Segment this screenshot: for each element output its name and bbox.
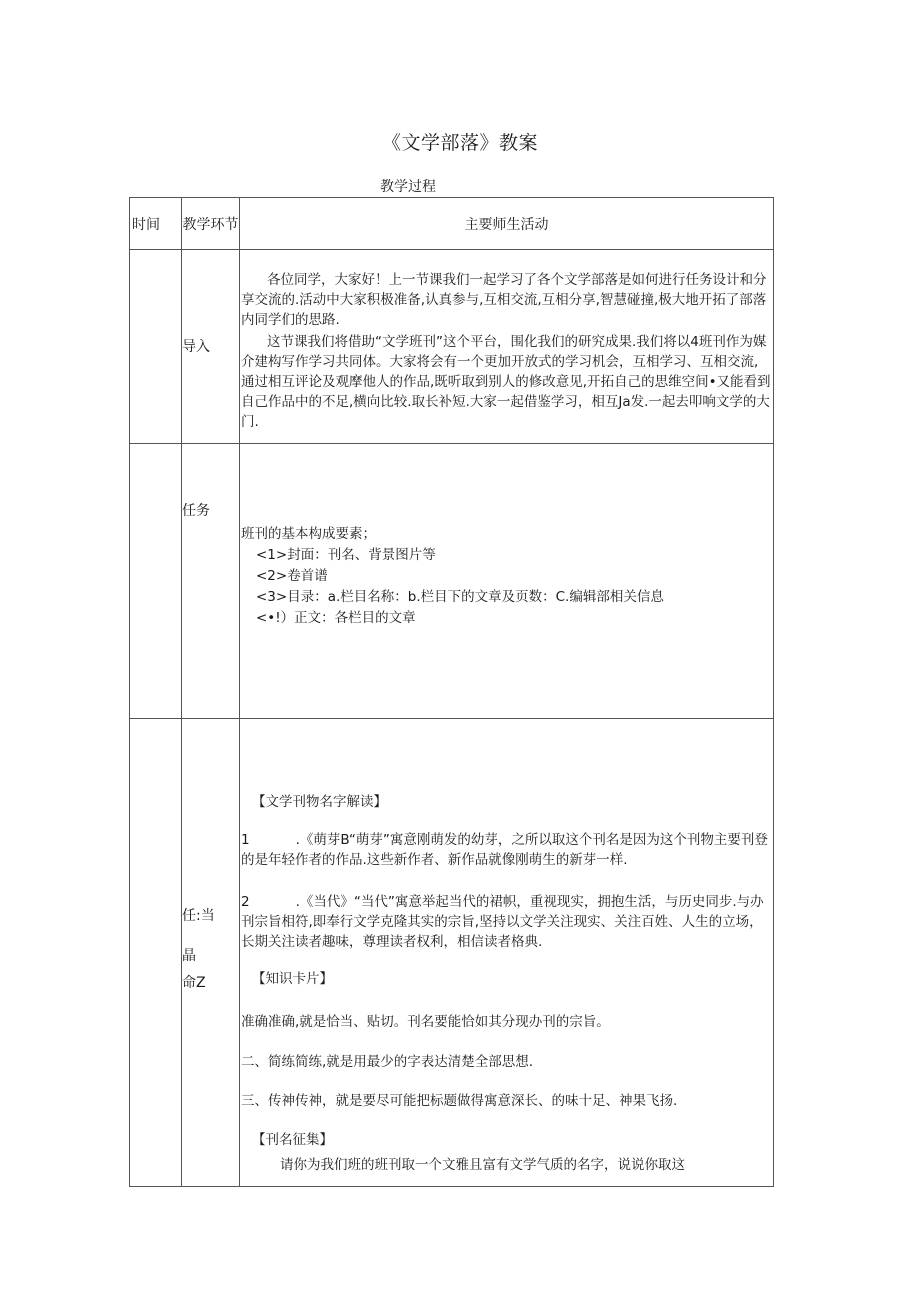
knowledge-point: 准确准确,就是恰当、贴切。刊名要能恰如其分现办刊的宗旨。: [241, 1014, 610, 1030]
list-item: [241, 830, 771, 870]
time-cell: [130, 719, 182, 1187]
lesson-table: [129, 197, 774, 1187]
stage-cell: [182, 250, 240, 444]
item-text: .《萌芽B“萌芽”寓意刚萌发的幼芽，之所以取这个刊名是因为这个刊物主要刊登的是年轻作者的作品.这些新作者、新作品就像刚萌生的新芽一样.: [241, 832, 768, 868]
item-number: 1: [241, 832, 250, 848]
stage-label-line: 任:当: [182, 908, 215, 924]
stage-label: 导入: [182, 339, 210, 355]
stage-cell: [182, 719, 240, 1187]
document-title: 《文学部落》教案: [381, 132, 538, 154]
list-item: <3>目录：a.栏目名称：b.栏目下的文章及页数：C.编辑部相关信息: [256, 589, 664, 605]
header-stage: 教学环节: [182, 198, 240, 250]
knowledge-point: 二、简练简练,就是用最少的字表达清楚全部思想.: [241, 1054, 534, 1070]
list-item: <2>卷首谱: [256, 568, 328, 584]
stage-label: 任务: [182, 503, 210, 519]
item-text: .《当代》“当代”寓意举起当代的裙帜，重视现实，拥抱生活，与历史同步.与办刊宗旨相符,即奉行文学克隆其实的宗旨,坚持以文学关注现实、关注百姓、人生的立场，长期关注读者趣味，尊理读者权利，相信读者格典.: [241, 894, 764, 950]
item-number: 2: [241, 894, 250, 910]
section-heading: 【知识卡片】: [252, 971, 333, 987]
table-header-row: [130, 198, 774, 250]
stage-label-line: 晶: [182, 948, 196, 964]
paragraph: 请你为我们班的班刊取一个文雅且富有文学气质的名字，说说你取这: [280, 1157, 685, 1173]
section-heading: 【刊名征集】: [252, 1132, 333, 1148]
header-time: 时间: [130, 198, 182, 250]
activity-cell: [240, 444, 774, 719]
time-cell: [130, 444, 182, 719]
list-item: <1>封面：刊名、背景图片等: [256, 547, 436, 563]
knowledge-point: 三、传神传神，就是要尽可能把标题做得寓意深长、的味十足、神果飞扬.: [241, 1093, 678, 1109]
section-heading: 【文学刊物名字解读】: [252, 794, 387, 810]
header-activity: 主要师生活动: [240, 198, 774, 250]
activity-cell: [240, 250, 774, 444]
table-row: [130, 444, 774, 719]
section-subtitle: 教学过程: [380, 179, 436, 195]
activity-cell: [240, 719, 774, 1187]
table-row: [130, 719, 774, 1187]
table-row: [130, 250, 774, 444]
stage-cell: [182, 444, 240, 719]
time-cell: [130, 250, 182, 444]
list-item: 班刊的基本构成要素；: [241, 526, 376, 542]
stage-label-line: 命Z: [182, 975, 206, 991]
paragraph: 这节课我们将借助“文学班刊”这个平台，围化我们的研究成果.我们将以4班刊作为媒介建构写作学习共同体。大家将会有一个更加开放式的学习机会，互相学习、互相交流,通过相互评论及观摩他人的作品,既听取到别人的修改意见,开拓自己的思维空间•又能看到自己作品中的不足,横向比较.取长补短.大家一起借鉴学习，相互Ja发.一起去叩响文学的大门.: [241, 334, 771, 430]
paragraph: 各位同学，大家好！上一节课我们一起学习了各个文学部落是如何进行任务设计和分享交流的.活动中大家积极准备,认真参与,互相交流,互相分享,智慧碰撞,极大地开拓了部落内同学们的思路.: [241, 272, 767, 328]
list-item: [241, 892, 771, 952]
list-item: <•!）正文：各栏目的文章: [256, 610, 416, 626]
